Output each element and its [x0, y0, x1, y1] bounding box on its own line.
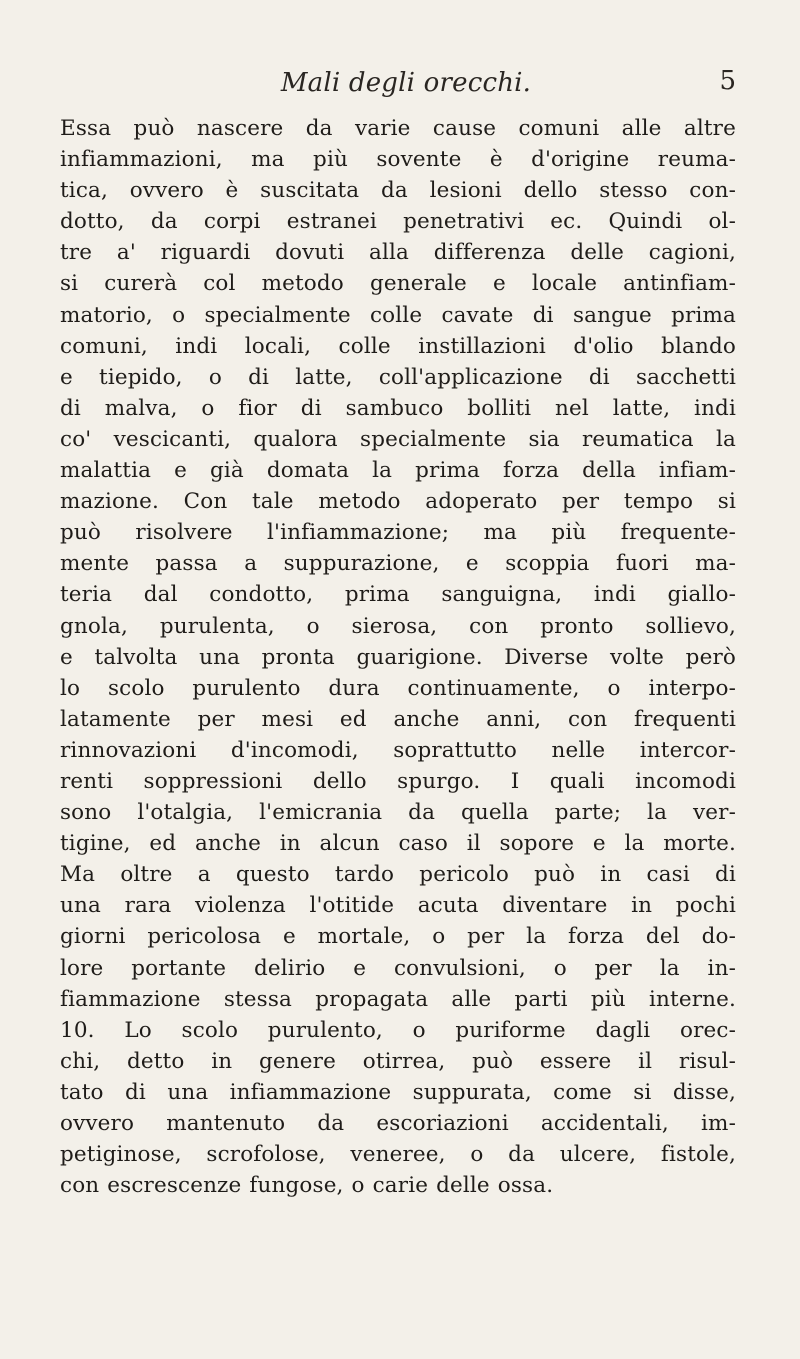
text-line: renti soppressioni dello spurgo. I quali incomodi: [60, 768, 736, 794]
text-line: comuni, indi locali, colle instillazioni d'olio blando: [60, 333, 736, 359]
text-line: ovvero mantenuto da escoriazioni accidentali, im-: [60, 1111, 736, 1136]
text-line: una rara violenza l'otitide acuta diventare in pochi: [60, 893, 736, 919]
text-line: rinnovazioni d'incomodi, soprattutto nelle intercor-: [60, 737, 736, 763]
text-line: e tiepido, o di latte, coll'applicazione di sacchetti: [60, 364, 736, 390]
text-line: latamente per mesi ed anche anni, con frequenti: [60, 706, 736, 732]
text-line: tica, ovvero è suscitata da lesioni dello stesso con-: [60, 178, 736, 204]
text-line: può risolvere l'infiammazione; ma più frequente-: [60, 520, 736, 546]
text-line: lo scolo purulento dura continuamente, o interpo-: [60, 675, 736, 701]
text-line: 10. Lo scolo purulento, o puriforme dagli orec-: [60, 1017, 736, 1043]
text-line: Essa può nascere da varie cause comuni alle altre: [60, 116, 736, 141]
text-line: matorio, o specialmente colle cavate di sangue prima: [60, 302, 736, 328]
text-line: tre a' riguardi dovuti alla differenza delle cagioni,: [60, 240, 736, 266]
running-title: Mali degli orecchi.: [280, 68, 532, 98]
text-line: sono l'otalgia, l'emicrania da quella parte; la ver-: [60, 800, 736, 826]
text-line: Ma oltre a questo tardo pericolo può in casi di: [60, 862, 736, 888]
text-line: teria dal condotto, prima sanguigna, indi giallo-: [60, 582, 736, 608]
text-line: infiammazioni, ma più sovente è d'origine reuma-: [60, 147, 736, 173]
text-line: gnola, purulenta, o sierosa, con pronto sollievo,: [60, 613, 736, 639]
text-line: co' vescicanti, qualora specialmente sia reumatica la: [60, 426, 736, 452]
text-line: lore portante delirio e convulsioni, o per la in-: [60, 955, 736, 981]
text-line: chi, detto in genere otirrea, può essere il risul-: [60, 1048, 736, 1074]
text-line: giorni pericolosa e mortale, o per la forza del do-: [60, 924, 736, 950]
body-text: [60, 113, 736, 1201]
text-line: dotto, da corpi estranei penetrativi ec. Quindi ol-: [60, 209, 736, 235]
text-line: mazione. Con tale metodo adoperato per tempo si: [60, 489, 736, 515]
running-head: [72, 62, 740, 106]
text-line: e talvolta una pronta guarigione. Diverse volte però: [60, 644, 736, 670]
page-number: 5: [719, 66, 736, 96]
text-line: si curerà col metodo generale e locale antinfiam-: [60, 271, 736, 297]
text-line: di malva, o fior di sambuco bolliti nel latte, indi: [60, 395, 736, 421]
text-line: con escrescenze fungose, o carie delle ossa.: [60, 1173, 554, 1199]
text-line: tato di una infiammazione suppurata, come si disse,: [60, 1079, 736, 1105]
text-line: mente passa a suppurazione, e scoppia fuori ma-: [60, 551, 736, 577]
text-line: petiginose, scrofolose, veneree, o da ulcere, fistole,: [60, 1142, 736, 1168]
text-line: fiammazione stessa propagata alle parti più interne.: [60, 986, 736, 1012]
text-line: tigine, ed anche in alcun caso il sopore e la morte.: [60, 831, 736, 857]
text-line: malattia e già domata la prima forza della infiam-: [60, 458, 736, 484]
